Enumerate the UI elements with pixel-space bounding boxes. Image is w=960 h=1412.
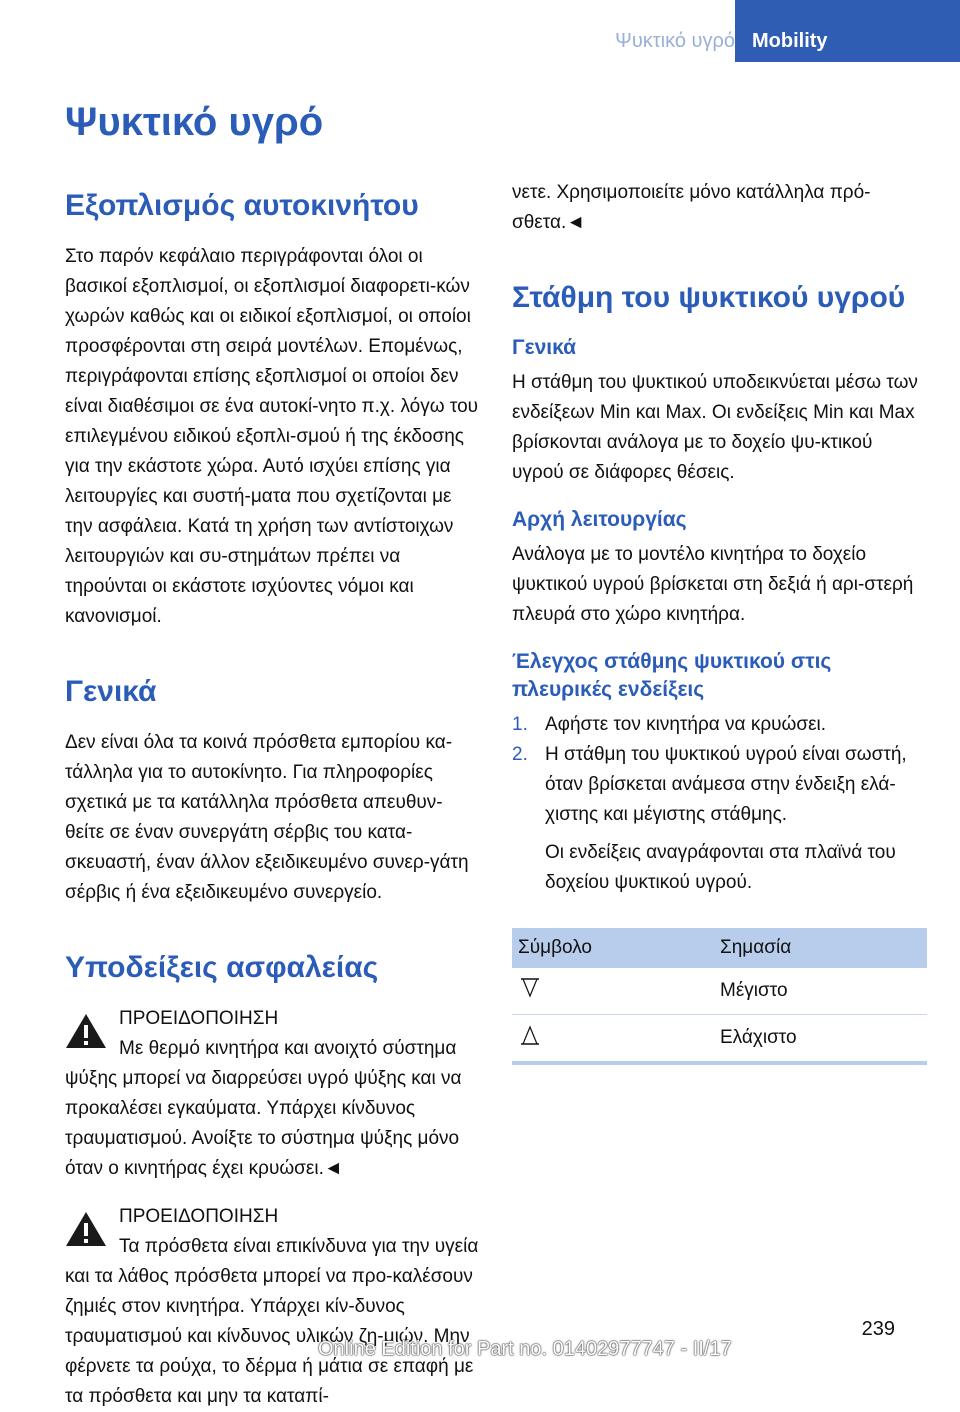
table-cell: Μέγιστο <box>714 968 927 1015</box>
list-item <box>512 710 927 740</box>
step-number: 1. <box>512 714 528 735</box>
equipment-heading: Εξοπλισμός αυτοκινήτου <box>65 189 419 222</box>
level-general-text: Η στάθμη του ψυκτικού υποδεικνύεται μέσω των ενδείξεων Min και Max. Οι ενδείξεις Min και Max βρίσκονται ανάλογα με το δοχείο ψυ-κτικού υγρού σε διάφορες θέσεις. <box>512 372 918 483</box>
list-item <box>512 740 927 898</box>
warning-text: Τα πρόσθετα είναι επικίνδυνα για την υγεία και τα λάθος πρόσθετα μπορεί να προ-καλέσουν ζημιές στον κινητήρα. Υπάρχει κίν-δυνος τραυματισμού και κίνδυνος υλικών ζη-μιών. Μην φέρνετε τα ρούχα, το δέρμα ή μάτια σε επαφή με τα πρόσθετα και μην τα καταπί- <box>65 1236 479 1407</box>
warning-block <box>65 1004 480 1184</box>
step-note: Οι ενδείξεις αναγράφονται στα πλαϊνά του δοχείου ψυκτικού υγρού. <box>545 842 896 893</box>
left-column <box>65 188 480 1412</box>
warning-block <box>65 1202 480 1412</box>
warning-text: Με θερμό κινητήρα και ανοιχτό σύστημα ψύξης μπορεί να διαρρεύσει υγρό ψύξης και να προκαλέσει εγκαύματα. Υπάρχει κίνδυνος τραυματισμού. Ανοίξτε το σύστημα ψύξης μόνο όταν ο κινητήρας έχει κρυώσει.◄ <box>65 1038 462 1179</box>
page-number: 239 <box>861 1318 895 1340</box>
footer-edition: Online Edition for Part no. 01402977747 - II/17 <box>318 1338 732 1360</box>
steps-list <box>512 710 927 898</box>
warning-label: ΠΡΟΕΙΔΟΠΟΙΗΣΗ <box>119 1008 279 1029</box>
step-text: Αφήστε τον κινητήρα να κρυώσει. <box>545 714 827 735</box>
warning-triangle-icon <box>65 1210 107 1248</box>
header-section-title: Ψυκτικό υγρό <box>615 30 735 52</box>
check-subheading: Έλεγχος στάθμης ψυκτικού στις πλευρικές ενδείξεις <box>512 650 832 701</box>
general-subheading: Γενικά <box>512 336 577 359</box>
symbol-table <box>512 928 927 1065</box>
header-chapter-tab[interactable]: Mobility <box>735 0 960 62</box>
min-marker-icon <box>518 1023 542 1047</box>
general-heading: Γενικά <box>65 675 157 708</box>
right-column <box>512 178 927 1065</box>
page-header <box>0 0 960 62</box>
table-header: Σύμβολο <box>512 928 714 968</box>
coolant-level-heading: Στάθμη του ψυκτικού υγρού <box>512 281 906 314</box>
table-row <box>512 968 927 1015</box>
page-title: Ψυκτικό υγρό <box>65 100 324 144</box>
principle-subheading: Αρχή λειτουργίας <box>512 508 687 531</box>
warning-label: ΠΡΟΕΙΔΟΠΟΙΗΣΗ <box>119 1206 279 1227</box>
max-marker-icon <box>518 976 542 1000</box>
principle-text: Ανάλογα με το μοντέλο κινητήρα το δοχείο ψυκτικού υγρού βρίσκεται στη δεξιά ή αρι-στερή πλευρά στο χώρο κινητήρα. <box>512 544 914 625</box>
table-row <box>512 1015 927 1064</box>
equipment-text: Στο παρόν κεφάλαιο περιγράφονται όλοι οι βασικοί εξοπλισμοί, οι εξοπλισμοί διαφορετι-κών χωρών καθώς και οι ειδικοί εξοπλισμοί, οι οποίοι προσφέρονται στη σειρά μοντέλων. Επομένως, περιγράφονται επίσης εξοπλισμοί οι οποίοι δεν είναι διαθέσιμοι σε ένα αυτοκί-νητο π.χ. λόγω του επιλεγμένου ειδικού εξοπλι-σμού ή της έκδοσης για την εκάστοτε χώρα. Αυτό ισχύει επίσης για λειτουργίες και συστή-ματα που σχετίζονται με την ασφάλεια. Κατά τη χρήση των αντίστοιχων λειτουργιών και συ-στημάτων πρέπει να τηρούνται οι εκάστοτε ισχύοντες νόμοι και κανονισμοί. <box>65 246 479 627</box>
continued-text: νετε. Χρησιμοποιείτε μόνο κατάλληλα πρό-σθετα.◄ <box>512 182 871 233</box>
step-text: Η στάθμη του ψυκτικού υγρού είναι σωστή, όταν βρίσκεται ανάμεσα στην ένδειξη ελά-χιστης και μέγιστης στάθμης. <box>545 744 907 825</box>
warning-triangle-icon <box>65 1012 107 1050</box>
general-text: Δεν είναι όλα τα κοινά πρόσθετα εμπορίου κα-τάλληλα για το αυτοκίνητο. Για πληροφορίες σχετικά με τα κατάλληλα πρόσθετα απευθυν-θείτε σε έναν συνεργάτη σέρβις του κατα-σκευαστή, έναν άλλον εξειδικευμένο συνερ-γάτη σέρβις ή ένα εξειδικευμένο συνεργείο. <box>65 732 469 903</box>
table-header: Σημασία <box>714 928 927 968</box>
step-number: 2. <box>512 744 528 765</box>
table-cell: Ελάχιστο <box>714 1015 927 1064</box>
safety-heading: Υποδείξεις ασφαλείας <box>65 951 379 984</box>
